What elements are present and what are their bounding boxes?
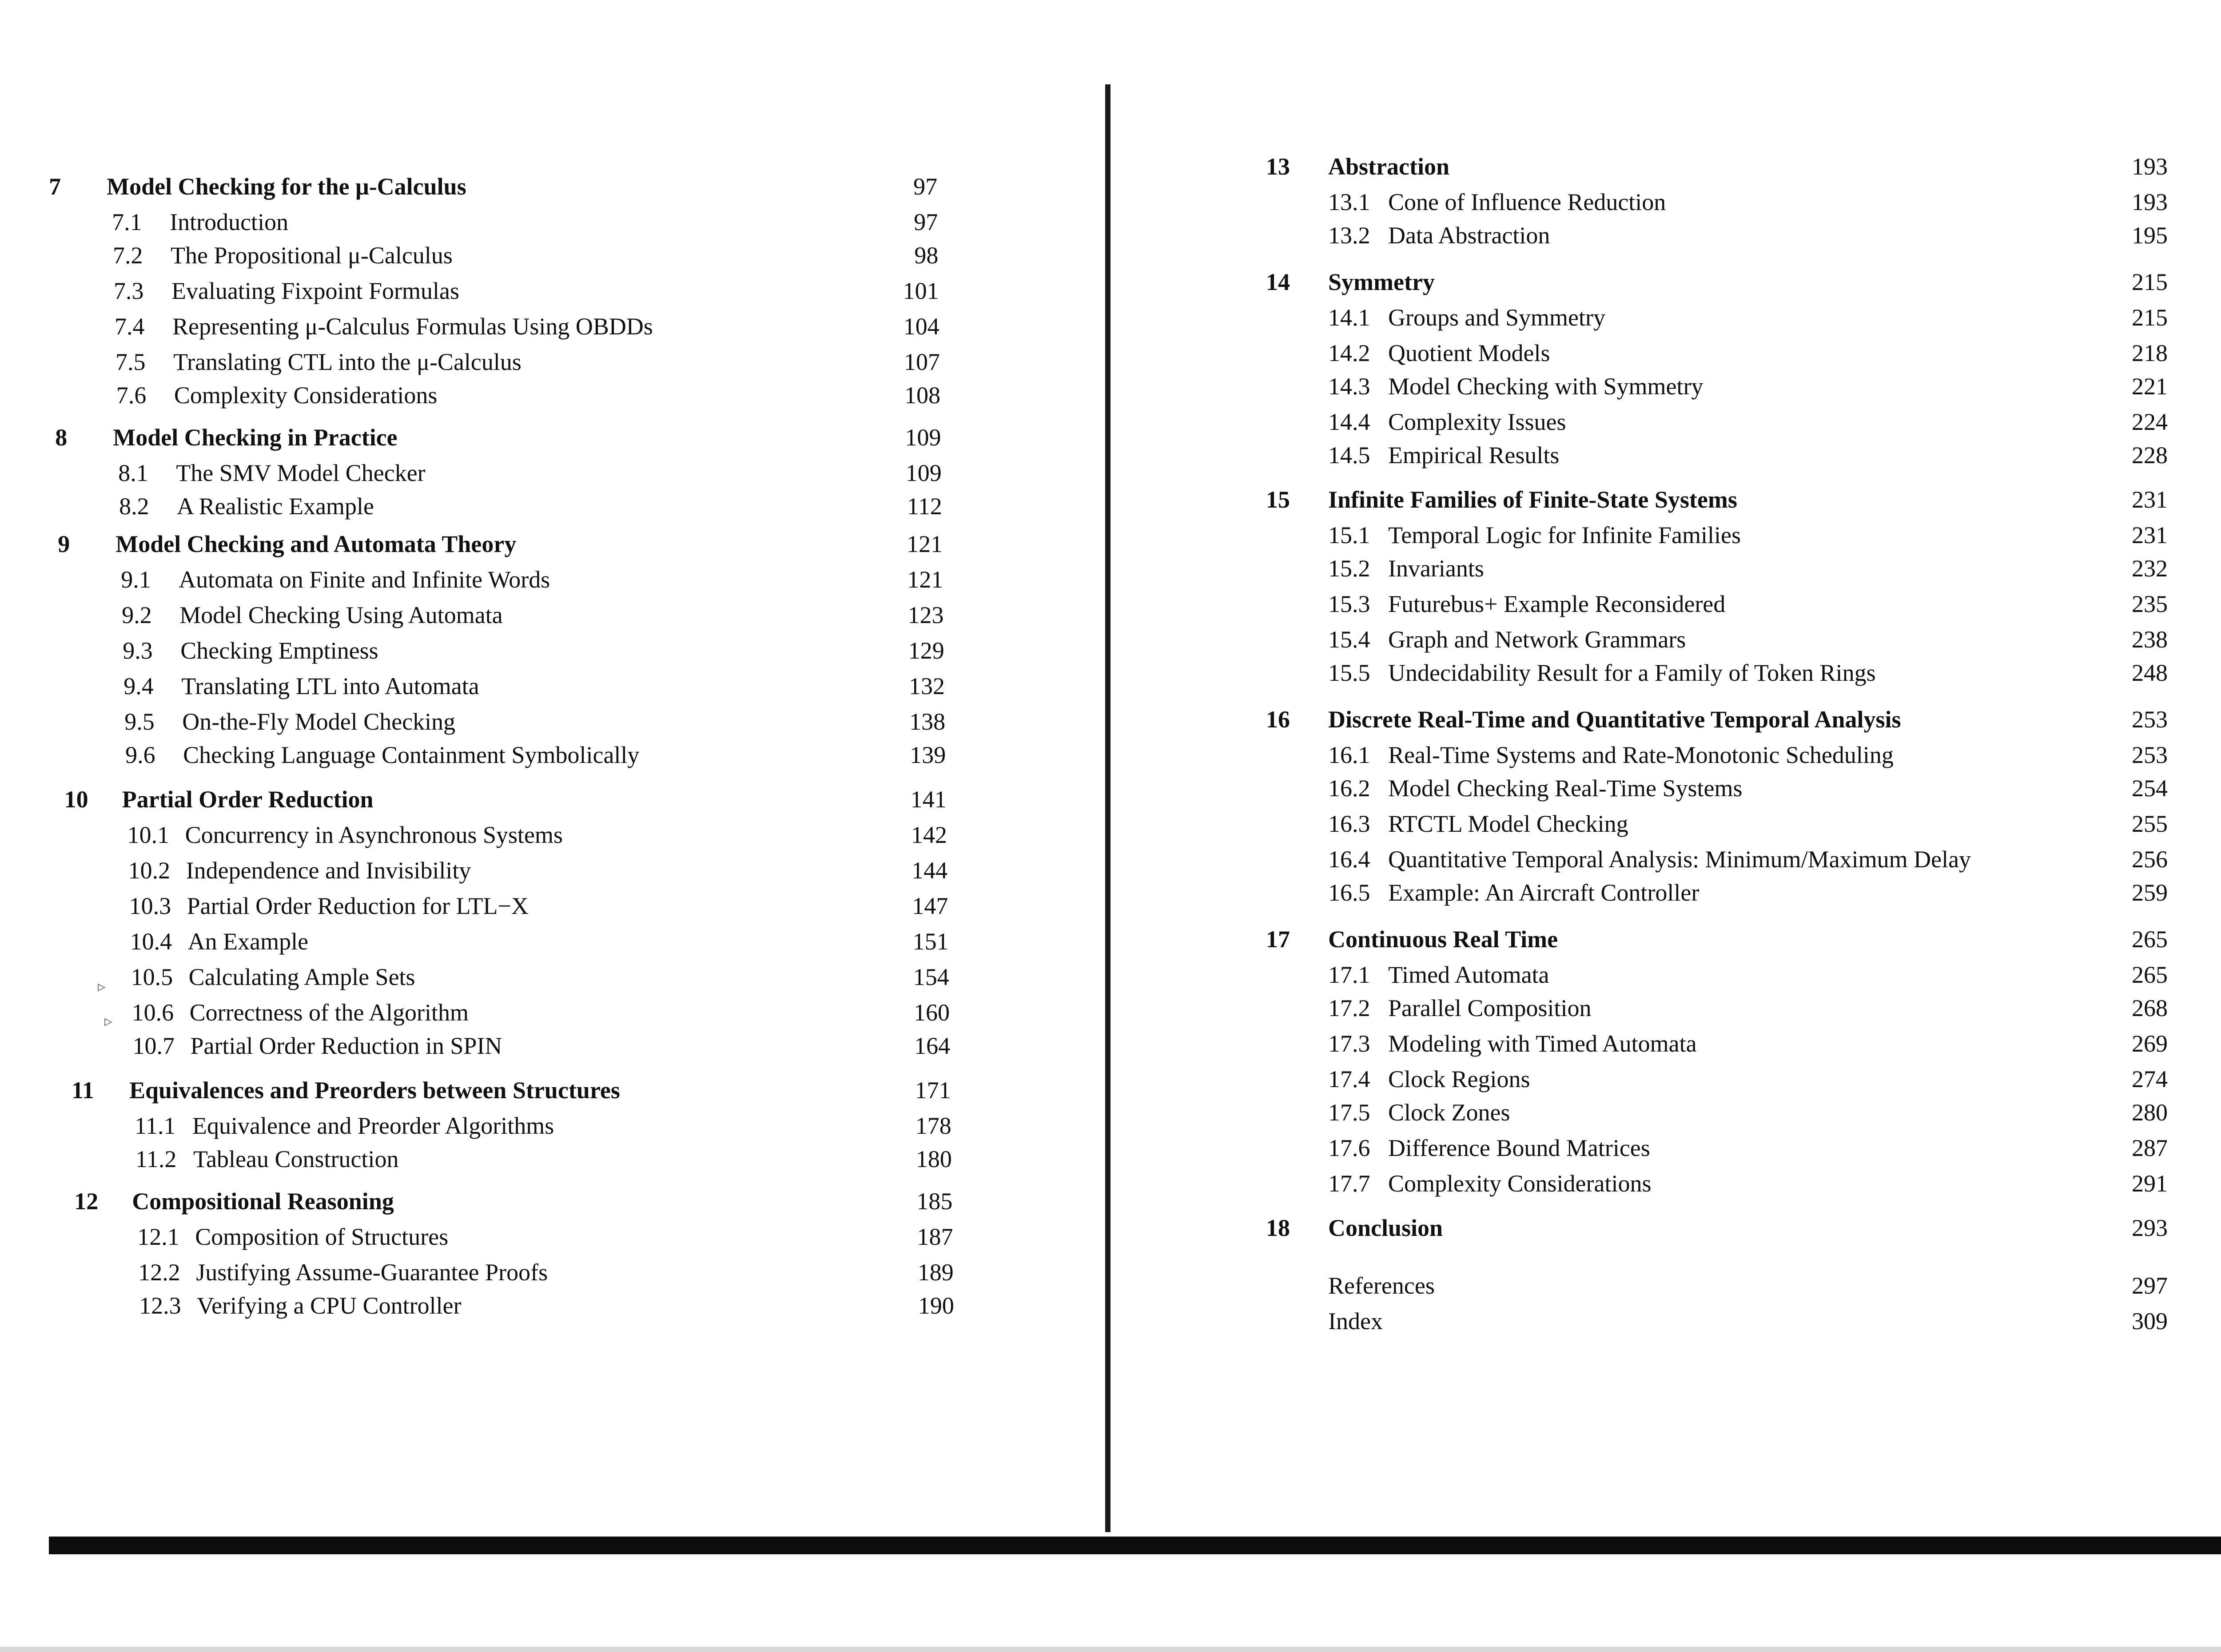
toc-page-number: 265 (2132, 961, 2168, 988)
toc-entry-number: 16.2 (1328, 775, 1370, 802)
toc-page-number: 97 (914, 209, 938, 235)
toc-entry-title: Translating LTL into Automata (181, 673, 479, 699)
toc-entry-title: Temporal Logic for Infinite Families (1388, 522, 1741, 548)
toc-page-number: 101 (903, 278, 939, 304)
toc-section-row[interactable] (0, 959, 2221, 990)
toc-page-number: 187 (917, 1223, 953, 1250)
toc-section-row[interactable] (0, 993, 2221, 1024)
toc-entry-title: Checking Language Containment Symbolically (183, 742, 640, 768)
toc-entry-title: Futurebus+ Example Reconsidered (1388, 591, 1726, 617)
toc-page-number: 189 (917, 1259, 954, 1286)
toc-entry-title: Equivalences and Preorders between Structures (129, 1077, 620, 1104)
toc-page-number: 253 (2132, 706, 2168, 733)
toc-page-number: 232 (2132, 555, 2168, 582)
toc-entry-title: Cone of Influence Reduction (1388, 189, 1666, 215)
toc-entry-title: Partial Order Reduction for LTL−X (187, 893, 529, 919)
toc-chapter-row[interactable] (0, 1212, 2221, 1243)
toc-page-number: 164 (914, 1032, 951, 1059)
toc-entry-title: Continuous Real Time (1328, 926, 1558, 953)
toc-entry-title: Infinite Families of Finite-State Systems (1328, 486, 1737, 513)
toc-page-number: 193 (2132, 153, 2168, 180)
toc-entry-number: 10 (64, 786, 88, 813)
toc-page-number: 129 (908, 637, 944, 664)
toc-entry-title: On-the-Fly Model Checking (182, 708, 456, 735)
toc-page-number: 142 (911, 822, 947, 848)
toc-section-row[interactable] (0, 1132, 2221, 1164)
toc-entry-title: Automata on Finite and Infinite Words (179, 566, 550, 593)
toc-entry-number: 17.4 (1328, 1066, 1370, 1092)
toc-entry-title: Calculating Ample Sets (188, 964, 415, 990)
toc-entry-number: 10.7 (132, 1032, 175, 1059)
toc-section-row[interactable] (0, 302, 2221, 333)
toc-entry-number: 17.6 (1328, 1135, 1370, 1161)
toc-entry-number: 15.4 (1328, 626, 1370, 653)
toc-page-number: 178 (915, 1112, 951, 1139)
toc-entry-title: Data Abstraction (1388, 222, 1550, 249)
toc-entry-number: 7.1 (112, 209, 142, 235)
toc-section-row[interactable] (0, 371, 2221, 402)
toc-entry-title: Discrete Real-Time and Quantitative Temporal Analysis (1328, 706, 1901, 733)
toc-section-row[interactable] (0, 1097, 2221, 1128)
toc-entry-title: Index (1328, 1308, 1383, 1334)
margin-mark-arrow: ▹ (98, 977, 106, 995)
toc-page-number: 112 (907, 493, 942, 520)
toc-entry-number: 11.2 (135, 1146, 177, 1172)
toc-page-number: 123 (908, 602, 944, 628)
toc-entry-title: Concurrency in Asynchronous Systems (185, 822, 563, 848)
toc-section-row[interactable] (0, 588, 2221, 620)
toc-page-number: 253 (2132, 742, 2168, 768)
toc-entry-title: Abstraction (1328, 153, 1449, 180)
toc-entry-number: 11.1 (135, 1112, 176, 1139)
toc-entry-number: 16.1 (1328, 742, 1370, 768)
toc-page-number: 215 (2132, 304, 2168, 331)
toc-page-number: 151 (912, 928, 949, 955)
toc-entry-number: 17.1 (1328, 961, 1370, 988)
toc-entry-number: 16.4 (1328, 846, 1370, 873)
toc-entry-title: The SMV Model Checker (176, 460, 426, 486)
toc-section-row[interactable] (0, 1168, 2221, 1199)
toc-entry-number: 9.6 (125, 742, 155, 768)
toc-entry-title: Groups and Symmetry (1388, 304, 1605, 331)
toc-entry-title: Partial Order Reduction in SPIN (190, 1032, 502, 1059)
toc-entry-number: 17 (1266, 926, 1290, 953)
toc-page-number: 256 (2132, 846, 2168, 873)
toc-entry-title: Undecidability Result for a Family of Token Rings (1388, 659, 1876, 686)
toc-page-number: 231 (2132, 486, 2168, 513)
toc-entry-title: Equivalence and Preorder Algorithms (192, 1112, 554, 1139)
toc-entry-number: 10.2 (128, 857, 171, 884)
toc-page-number: 255 (2132, 810, 2168, 837)
toc-page-number: 138 (909, 708, 946, 735)
toc-entry-title: Model Checking and Automata Theory (115, 531, 517, 557)
toc-entry-title: Clock Regions (1388, 1066, 1530, 1092)
toc-entry-number: 9.1 (121, 566, 151, 593)
toc-entry-number: 7.4 (115, 313, 145, 340)
toc-entry-number: 17.7 (1328, 1170, 1370, 1197)
toc-entry-title: A Realistic Example (177, 493, 374, 520)
book-spine-gutter (1105, 84, 1110, 1532)
toc-entry-title: Clock Zones (1388, 1099, 1510, 1126)
toc-page-number: 121 (907, 531, 943, 557)
toc-entry-number: 10.3 (129, 893, 171, 919)
toc-entry-title: Independence and Invisibility (186, 857, 471, 884)
toc-page-number: 274 (2132, 1066, 2168, 1092)
toc-entry-number: 10.5 (131, 964, 173, 990)
toc-page-number: 193 (2132, 189, 2168, 215)
toc-page-number: 268 (2132, 995, 2168, 1021)
toc-page-number: 218 (2132, 340, 2168, 366)
toc-entry-number: 12.2 (138, 1259, 180, 1286)
toc-page-number: 287 (2132, 1135, 2168, 1161)
toc-page-number: 104 (903, 313, 939, 340)
toc-entry-number: 9.4 (123, 673, 154, 699)
toc-page-number: 171 (915, 1077, 951, 1104)
toc-section-row[interactable] (0, 187, 2221, 218)
toc-entry-title: Model Checking with Symmetry (1388, 373, 1704, 400)
toc-entry-title: The Propositional μ-Calculus (171, 242, 453, 269)
toc-entry-number: 10.4 (130, 928, 172, 955)
toc-entry-title: Symmetry (1328, 269, 1435, 295)
toc-page-number: 132 (908, 673, 945, 699)
toc-entry-number: 17.5 (1328, 1099, 1370, 1126)
toc-page-number: 291 (2132, 1170, 2168, 1197)
toc-entry-title: Difference Bound Matrices (1388, 1135, 1650, 1161)
toc-page-number: 144 (911, 857, 948, 884)
toc-entry-number: 7.6 (116, 382, 147, 409)
toc-section-row[interactable] (0, 657, 2221, 688)
page-bottom-edge (49, 1537, 2221, 1554)
toc-section-row[interactable] (0, 739, 2221, 770)
toc-entry-title: Evaluating Fixpoint Formulas (171, 278, 459, 304)
toc-entry-number: 9.2 (122, 602, 152, 628)
toc-chapter-row[interactable] (0, 924, 2221, 955)
toc-page-number: 195 (2132, 222, 2168, 249)
toc-page-number: 293 (2132, 1215, 2168, 1241)
toc-page-number: 269 (2132, 1030, 2168, 1057)
toc-entry-number: 9.3 (123, 637, 153, 664)
toc-entry-title: Quotient Models (1388, 340, 1550, 366)
toc-entry-number: 9.5 (124, 708, 155, 735)
toc-section-row[interactable] (0, 406, 2221, 437)
toc-page-number: 108 (904, 382, 941, 409)
toc-entry-number: 8.2 (119, 493, 149, 520)
toc-entry-title: Invariants (1388, 555, 1484, 582)
toc-entry-title: Graph and Network Grammars (1388, 626, 1686, 653)
toc-entry-number: 14.4 (1328, 409, 1370, 435)
toc-section-row[interactable] (0, 1064, 2221, 1095)
toc-entry-number: 12.3 (139, 1292, 181, 1319)
toc-page-number: 107 (904, 349, 940, 375)
toc-entry-title: Complexity Issues (1388, 409, 1566, 435)
toc-section-row[interactable] (0, 1028, 2221, 1059)
toc-page-number: 98 (914, 242, 939, 269)
toc-section-row[interactable] (0, 844, 2221, 875)
toc-entry-number: 17.3 (1328, 1030, 1370, 1057)
toc-page-number: 248 (2132, 659, 2168, 686)
toc-entry-title: Timed Automata (1388, 961, 1549, 988)
toc-page-number: 254 (2132, 775, 2168, 802)
toc-entry-title: Composition of Structures (195, 1223, 449, 1250)
toc-entry-number: 14.5 (1328, 442, 1370, 469)
toc-entry-number: 14.2 (1328, 340, 1370, 366)
toc-section-row[interactable] (0, 440, 2221, 471)
toc-entry-title: RTCTL Model Checking (1388, 810, 1628, 837)
toc-entry-title: Checking Emptiness (180, 637, 378, 664)
toc-entry-number: 12.1 (137, 1223, 179, 1250)
toc-entry-title: An Example (187, 928, 309, 955)
toc-entry-title: Empirical Results (1388, 442, 1560, 469)
toc-entry-number: 15.3 (1328, 591, 1370, 617)
toc-entry-number: 11 (72, 1077, 95, 1104)
toc-entry-number: 8 (55, 424, 68, 451)
toc-entry-number: 7.5 (115, 349, 146, 375)
toc-page-number: 215 (2132, 269, 2168, 295)
toc-entry-number: 15.5 (1328, 659, 1370, 686)
toc-page-number: 280 (2132, 1099, 2168, 1126)
toc-chapter-row[interactable] (0, 151, 2221, 182)
toc-page-number: 235 (2132, 591, 2168, 617)
toc-entry-number: 10.6 (131, 999, 174, 1026)
toc-entry-number: 10.1 (127, 822, 170, 848)
toc-entry-title: Model Checking Using Automata (179, 602, 503, 628)
toc-section-row[interactable] (0, 808, 2221, 839)
toc-entry-number: 16.5 (1328, 879, 1370, 906)
toc-entry-number: 7 (49, 173, 61, 200)
toc-entry-title: Correctness of the Algorithm (189, 999, 469, 1026)
toc-entry-number: 7.3 (114, 278, 144, 304)
toc-entry-title: Verifying a CPU Controller (197, 1292, 462, 1319)
toc-entry-number: 14.3 (1328, 373, 1370, 400)
toc-entry-number: 14.1 (1328, 304, 1370, 331)
toc-entry-number: 18 (1266, 1215, 1290, 1241)
toc-page-number: 190 (918, 1292, 954, 1319)
toc-entry-title: Example: An Aircraft Controller (1388, 879, 1700, 906)
toc-entry-title: Tableau Construction (193, 1146, 399, 1172)
toc-entry-number: 15.1 (1328, 522, 1370, 548)
toc-entry-title: References (1328, 1272, 1435, 1299)
toc-entry-title: Modeling with Timed Automata (1388, 1030, 1697, 1057)
toc-page-number: 97 (913, 173, 938, 200)
toc-page-number: 121 (907, 566, 943, 593)
toc-page-number: 141 (910, 786, 947, 813)
toc-entry-title: Partial Order Reduction (122, 786, 374, 813)
toc-page-number: 109 (905, 460, 942, 486)
toc-page-number: 231 (2132, 522, 2168, 548)
toc-backmatter-row[interactable] (0, 1306, 2221, 1337)
toc-page-number: 238 (2132, 626, 2168, 653)
toc-entry-title: Quantitative Temporal Analysis: Minimum/Maximum Delay (1388, 846, 1971, 873)
toc-section-row[interactable] (0, 520, 2221, 551)
toc-entry-title: Model Checking Real-Time Systems (1388, 775, 1743, 802)
toc-entry-number: 15 (1266, 486, 1290, 513)
toc-entry-title: Representing μ-Calculus Formulas Using OBDDs (172, 313, 653, 340)
toc-entry-title: Complexity Considerations (174, 382, 438, 409)
margin-mark-arrow: ▹ (104, 1012, 113, 1030)
toc-page-number: 221 (2132, 373, 2168, 400)
toc-entry-number: 13.1 (1328, 189, 1370, 215)
toc-page-number: 228 (2132, 442, 2168, 469)
toc-section-row[interactable] (0, 877, 2221, 908)
toc-page-number: 154 (913, 964, 949, 990)
toc-entry-title: Real-Time Systems and Rate-Monotonic Scheduling (1388, 742, 1894, 768)
toc-page-number: 265 (2132, 926, 2168, 953)
toc-page-number: 160 (913, 999, 950, 1026)
toc-entry-title: Model Checking for the μ-Calculus (107, 173, 466, 200)
toc-entry-number: 12 (74, 1188, 99, 1215)
toc-section-row[interactable] (0, 553, 2221, 584)
toc-backmatter-row[interactable] (0, 1270, 2221, 1301)
toc-entry-title: Conclusion (1328, 1215, 1443, 1241)
toc-page-number: 139 (910, 742, 946, 768)
toc-entry-number: 13.2 (1328, 222, 1370, 249)
toc-page-number: 259 (2132, 879, 2168, 906)
toc-page-number: 185 (916, 1188, 953, 1215)
toc-page-number: 109 (905, 424, 941, 451)
toc-entry-title: Model Checking in Practice (113, 424, 398, 451)
toc-section-row[interactable] (0, 220, 2221, 251)
toc-section-row[interactable] (0, 773, 2221, 804)
toc-entry-title: Parallel Composition (1388, 995, 1592, 1021)
toc-entry-title: Introduction (170, 209, 289, 235)
toc-chapter-row[interactable] (0, 704, 2221, 735)
toc-page-number: 309 (2132, 1308, 2168, 1334)
toc-chapter-row[interactable] (0, 266, 2221, 298)
toc-page-number: 224 (2132, 409, 2168, 435)
toc-entry-title: Translating CTL into the μ-Calculus (173, 349, 521, 375)
toc-entry-number: 14 (1266, 269, 1290, 295)
toc-entry-title: Compositional Reasoning (132, 1188, 394, 1215)
toc-entry-number: 8.1 (118, 460, 148, 486)
toc-entry-number: 15.2 (1328, 555, 1370, 582)
toc-entry-title: Justifying Assume-Guarantee Proofs (196, 1259, 548, 1286)
toc-entry-number: 13 (1266, 153, 1290, 180)
toc-entry-number: 16.3 (1328, 810, 1370, 837)
toc-entry-number: 17.2 (1328, 995, 1370, 1021)
toc-page-number: 180 (915, 1146, 952, 1172)
scan-bottom-strip (0, 1647, 2221, 1652)
toc-page-number: 147 (912, 893, 948, 919)
toc-chapter-row[interactable] (0, 484, 2221, 515)
toc-page-number: 297 (2132, 1272, 2168, 1299)
toc-section-row[interactable] (0, 624, 2221, 655)
toc-section-row[interactable] (0, 338, 2221, 369)
toc-entry-title: Complexity Considerations (1388, 1170, 1652, 1197)
toc-entry-number: 7.2 (113, 242, 143, 269)
toc-entry-number: 9 (58, 531, 70, 557)
toc-entry-number: 16 (1266, 706, 1290, 733)
